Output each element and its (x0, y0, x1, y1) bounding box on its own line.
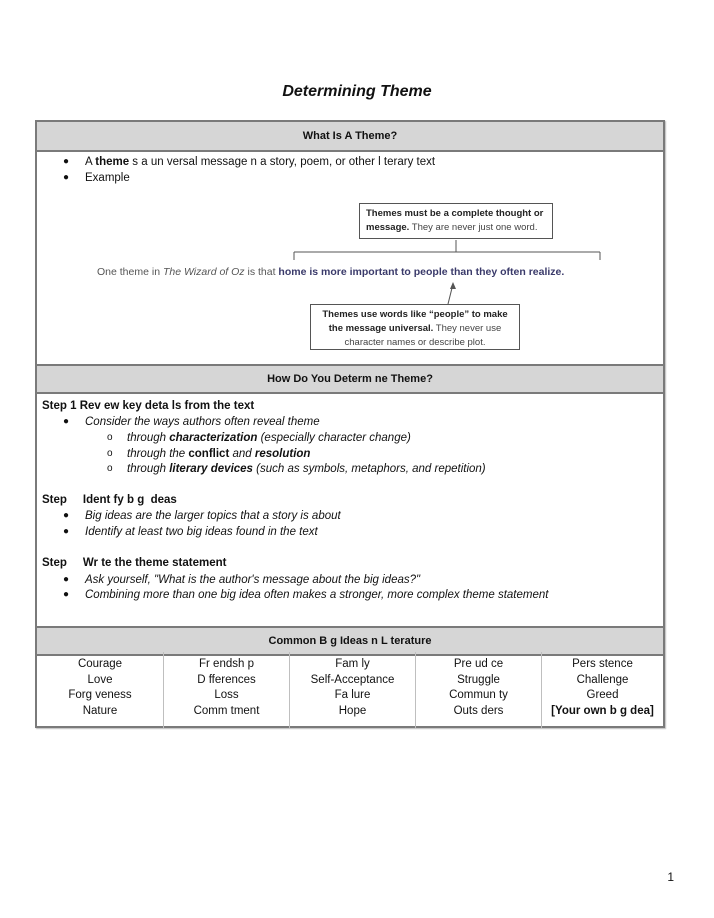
list-item: Outs ders (453, 704, 504, 717)
list-item: Fr endsh p (199, 658, 254, 670)
ideas-column-3 (289, 652, 415, 728)
bullet-icon: ● (63, 510, 70, 521)
list-item: Struggle (457, 673, 500, 686)
list-item: o through the conflict and resolution (107, 448, 311, 460)
list-item: Nature (82, 704, 118, 717)
ideas-column-4 (415, 652, 541, 728)
circle-bullet-icon: o (107, 448, 113, 459)
list-item: ● A theme s a un versal message n a story, poem, or other l terary text (63, 156, 436, 168)
step-3-title: Step Wr te the theme statement (42, 557, 227, 569)
list-item: ● Consider the ways authors often reveal theme (63, 416, 320, 428)
list-item: o through literary devices (such as symbols, metaphors, and repetition) (107, 463, 486, 475)
list-item: [Your own b g dea] (551, 704, 654, 717)
section-header-common-big-ideas: Common B g Ideas n L terature (37, 626, 663, 656)
list-item: Comm tment (193, 704, 260, 717)
circle-bullet-icon: o (107, 463, 113, 474)
ideas-column-5 (541, 652, 663, 728)
list-item: Fa lure (334, 689, 371, 702)
list-item: Loss (214, 689, 239, 702)
list-item: Forg veness (68, 689, 132, 702)
page-number: 1 (667, 870, 674, 884)
list-item: D fferences (197, 673, 256, 686)
step-1-title: Step 1 Rev ew key deta ls from the text (42, 400, 255, 412)
list-item: Pre ud ce (453, 658, 504, 670)
bullet-icon: ● (63, 156, 70, 167)
list-item: Courage (77, 658, 123, 670)
top-callout: Themes must be a complete thought or message. They are never just one word. (359, 203, 553, 239)
bullet-icon: ● (63, 574, 70, 585)
list-item: Self-Acceptance (310, 673, 395, 686)
list-item: Hope (338, 704, 367, 717)
list-item: ● Example (63, 172, 130, 184)
list-item: o through characterization (especially character change) (107, 432, 411, 444)
bottom-callout: Themes use words like “people” to make the message universal. They never use character names or describe plot. (310, 304, 520, 350)
ideas-column-1 (37, 652, 163, 728)
list-item: Fam ly (335, 658, 370, 670)
list-item: Commun ty (449, 689, 508, 702)
section-header-what-is-theme: What Is A Theme? (37, 122, 663, 152)
ideas-column-2 (163, 652, 289, 728)
bullet-icon: ● (63, 589, 70, 600)
list-item: Challenge (576, 673, 629, 686)
big-ideas-grid (37, 652, 663, 728)
bracket-lines (37, 202, 667, 382)
example-theme-sentence: One theme in The Wizard of Oz is that home is more important to people than they often realize. (97, 266, 565, 278)
theme-worksheet-table (35, 120, 665, 728)
list-item: Pers stence (572, 658, 633, 670)
circle-bullet-icon: o (107, 432, 113, 443)
page-title: Determining Theme (282, 83, 432, 100)
section-header-how-determine: How Do You Determ ne Theme? (37, 364, 663, 394)
bullet-icon: ● (63, 172, 70, 183)
list-item: Love (87, 673, 113, 686)
bullet-icon: ● (63, 526, 70, 537)
list-item: ● Identify at least two big ideas found in the text (63, 526, 318, 538)
bullet-icon: ● (63, 416, 70, 427)
list-item: Greed (586, 689, 619, 702)
list-item: ● Big ideas are the larger topics that a story is about (63, 510, 341, 522)
list-item: ● Ask yourself, "What is the author's message about the big ideas?" (63, 574, 421, 586)
step-2-title: Step Ident fy b g deas (42, 494, 177, 506)
list-item: ● Combining more than one big idea often makes a stronger, more complex theme statement (63, 589, 549, 601)
